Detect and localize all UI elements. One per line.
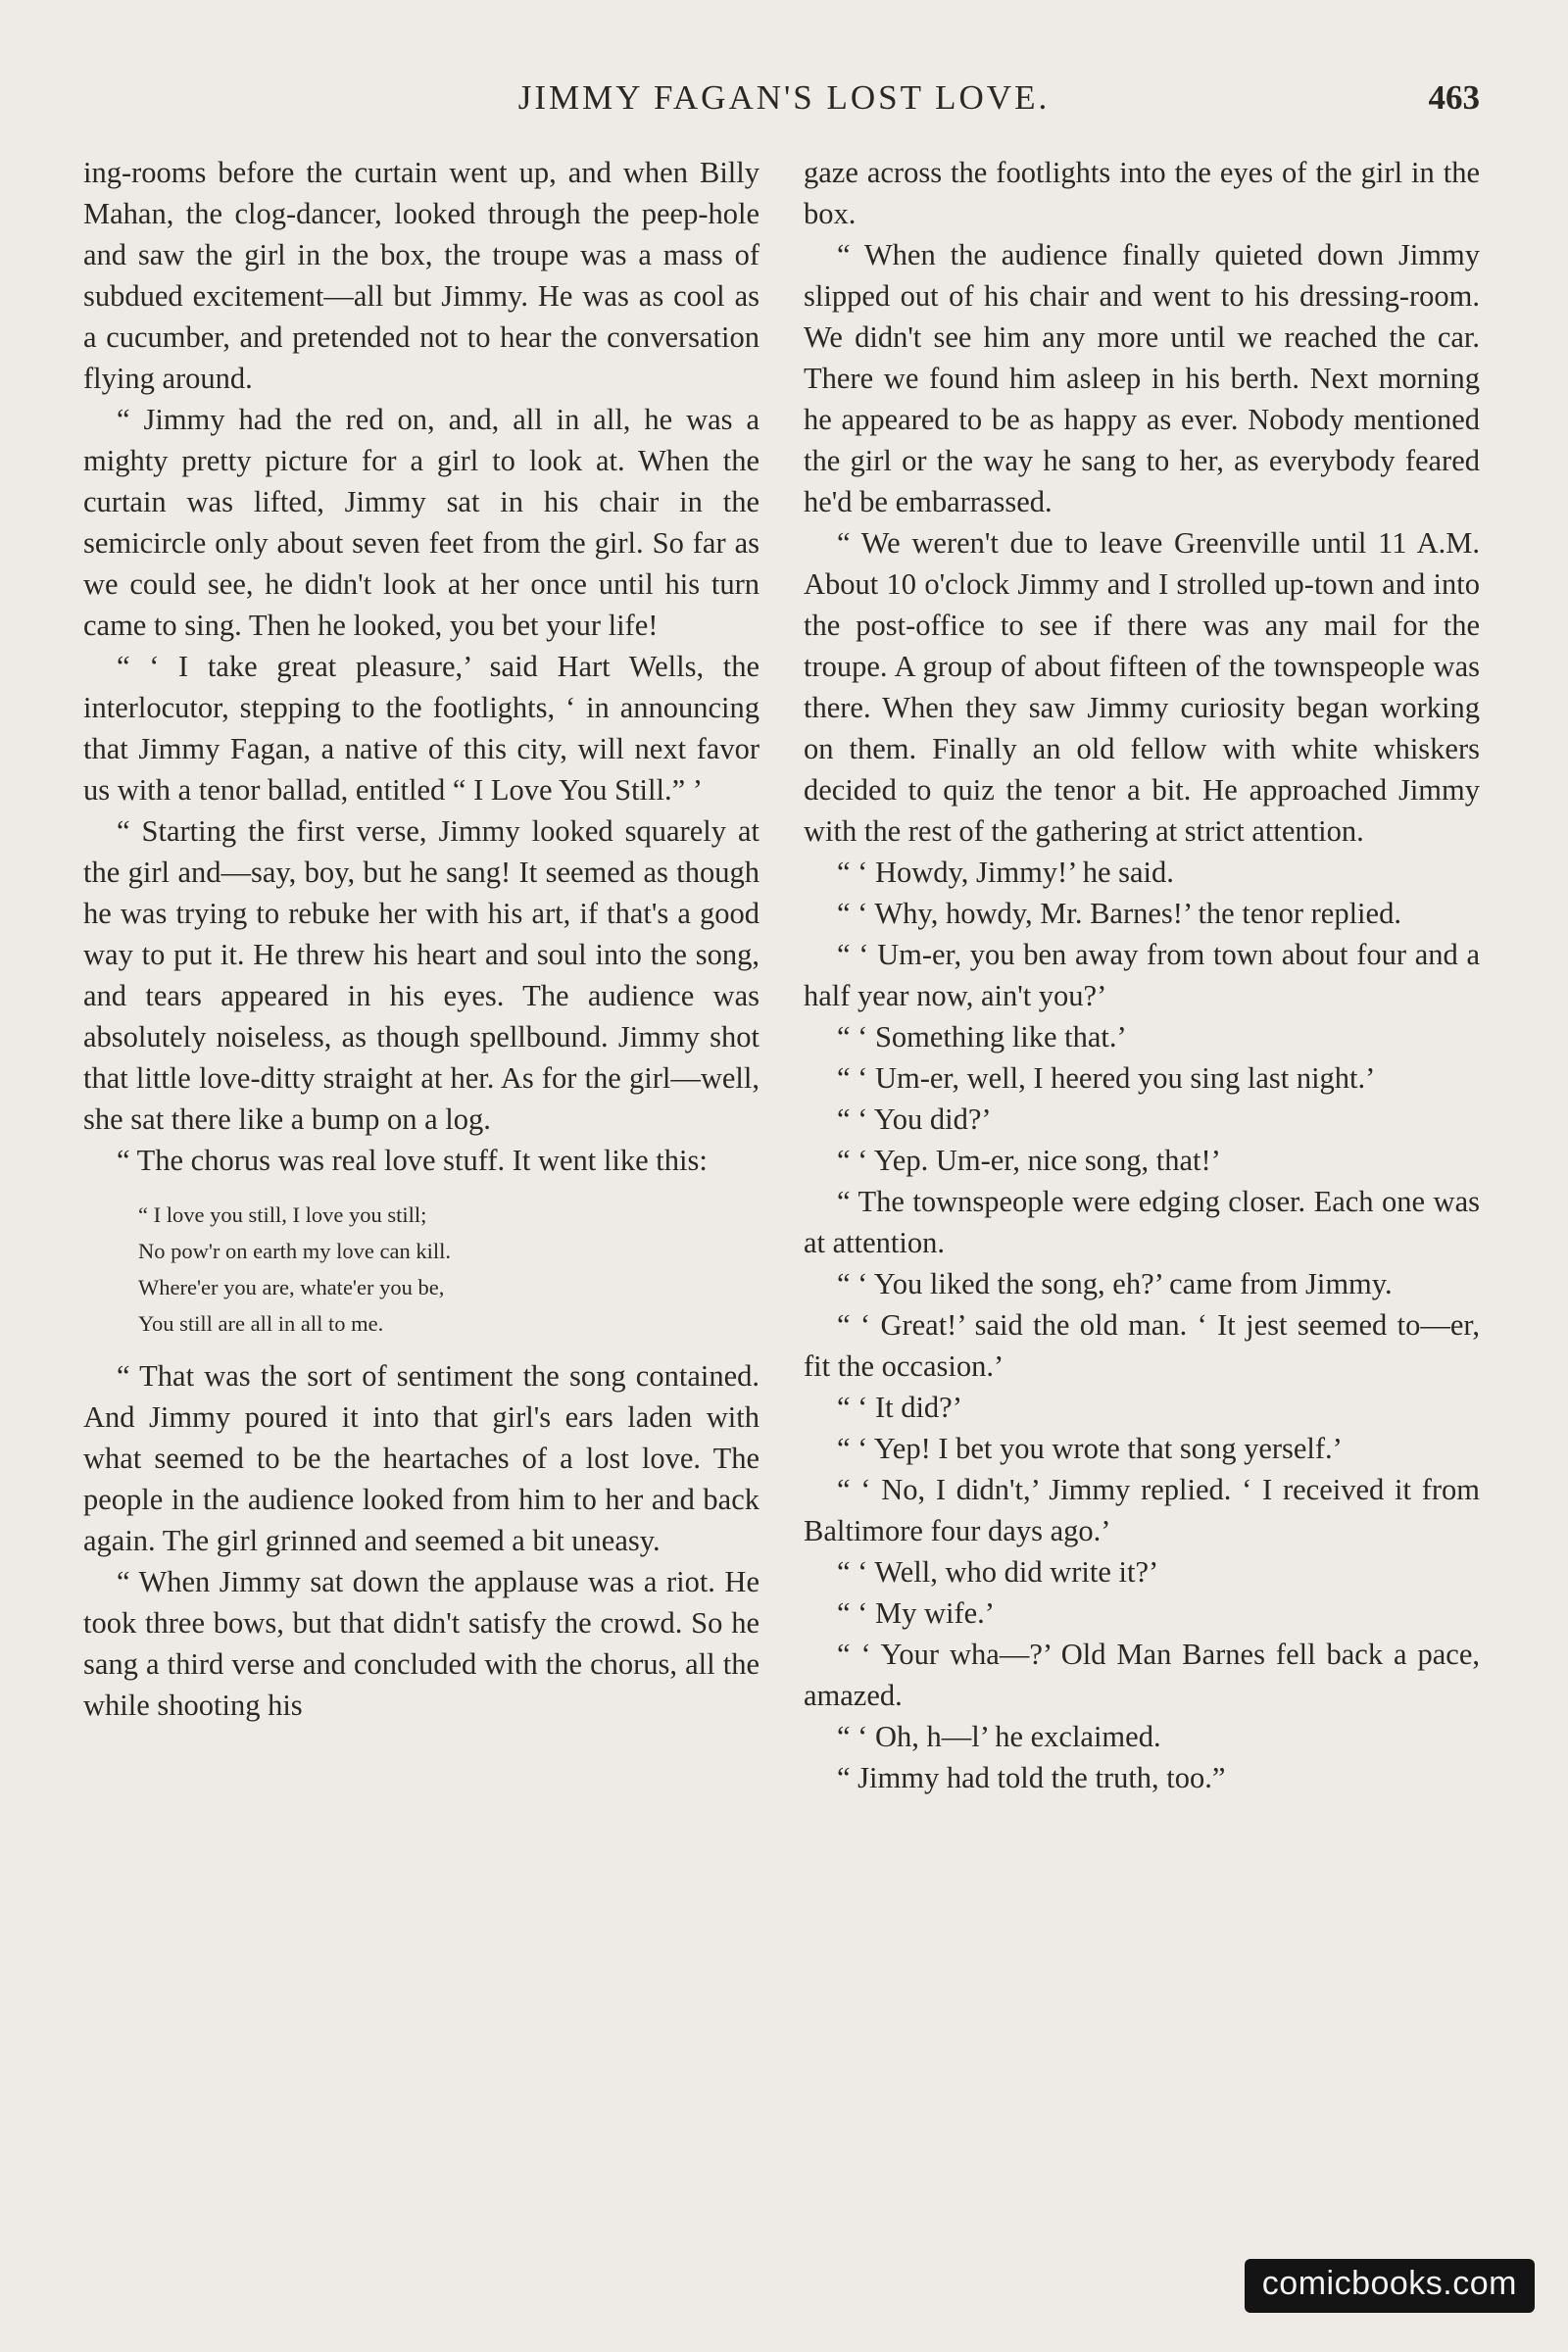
paragraph: “ ‘ Howdy, Jimmy!’ he said. [837, 856, 1174, 889]
paragraph: “ When Jimmy sat down the applause was a riot. He took three bows, but that didn't satisfy the crowd. So he sang a third verse and concluded with the chorus, all the while shooting his [83, 1565, 760, 1722]
paragraph: “ ‘ Well, who did write it?’ [837, 1555, 1159, 1589]
paragraph: gaze across the footlights into the eyes of the girl in the box. [804, 156, 1480, 230]
paragraph: “ The chorus was real love stuff. It went like this: [117, 1144, 708, 1177]
poem-line: Where'er you are, whate'er you be, [138, 1275, 445, 1299]
poem-line: “ I love you still, I love you still; [138, 1202, 427, 1227]
paragraph: “ ‘ Something like that.’ [837, 1020, 1127, 1054]
paragraph: “ ‘ Why, howdy, Mr. Barnes!’ the tenor replied. [837, 897, 1401, 930]
page-header [0, 78, 1568, 127]
paragraph: “ ‘ No, I didn't,’ Jimmy replied. ‘ I received it from Baltimore four days ago.’ [804, 1473, 1480, 1547]
right-column [804, 152, 1480, 1798]
paragraph: “ Jimmy had the red on, and, all in all, he was a mighty pretty picture for a girl to look at. When the curtain was lifted, Jimmy sat in his chair in the semicircle only about seven feet from the girl. So far as we could see, he didn't look at her once until his turn came to sing. Then he looked, you bet your life! [83, 403, 760, 642]
paragraph: “ That was the sort of sentiment the song contained. And Jimmy poured it into that girl's ears laden with what seemed to be the heartaches of a lost love. The people in the audience looked from him to her and back again. The girl grinned and seemed a bit uneasy. [83, 1359, 760, 1557]
paragraph: “ Jimmy had told the truth, too.” [837, 1761, 1226, 1794]
paragraph: “ ‘ Great!’ said the old man. ‘ It jest seemed to—er, fit the occasion.’ [804, 1308, 1480, 1383]
running-title: JIMMY FAGAN'S LOST LOVE. [517, 78, 1051, 117]
paragraph: “ ‘ Oh, h—l’ he exclaimed. [837, 1720, 1161, 1753]
paragraph: “ ‘ My wife.’ [837, 1596, 995, 1630]
paragraph: “ ‘ Um-er, well, I heered you sing last night.’ [837, 1061, 1376, 1095]
paragraph: “ We weren't due to leave Greenville until 11 A.M. About 10 o'clock Jimmy and I strolled up-town and into the post-office to see if there was any mail for the troupe. A group of about fifteen of the townspeople was there. When they saw Jimmy curiosity began working on them. Finally an old fellow with white whiskers decided to quiz the tenor a bit. He approached Jimmy with the rest of the gathering at strict attention. [804, 526, 1480, 848]
song-chorus [138, 1197, 760, 1342]
paragraph: “ ‘ You did?’ [837, 1102, 992, 1136]
paragraph: “ ‘ Yep! I bet you wrote that song yerself.’ [837, 1432, 1343, 1465]
paragraph: “ ‘ Yep. Um-er, nice song, that!’ [837, 1144, 1221, 1177]
paragraph: “ ‘ I take great pleasure,’ said Hart Wells, the interlocutor, stepping to the footlights, ‘ in announcing that Jimmy Fagan, a native of this city, will next favor us with a tenor ballad, entitled “ I Love You Still.” ’ [83, 650, 760, 807]
paragraph: “ ‘ Your wha—?’ Old Man Barnes fell back a pace, amazed. [804, 1638, 1480, 1712]
poem-line: No pow'r on earth my love can kill. [138, 1239, 451, 1263]
paragraph: “ ‘ You liked the song, eh?’ came from Jimmy. [837, 1267, 1393, 1300]
paragraph: “ When the audience finally quieted down Jimmy slipped out of his chair and went to his dressing-room. We didn't see him any more until we reached the car. There we found him asleep in his berth. Next morning he appeared to be as happy as ever. Nobody mentioned the girl or the way he sang to her, as everybody feared he'd be embarrassed. [804, 238, 1480, 518]
paragraph: “ ‘ It did?’ [837, 1391, 962, 1424]
paragraph: “ Starting the first verse, Jimmy looked squarely at the girl and—say, boy, but he sang! It seemed as though he was trying to rebuke her with his art, if that's a good way to put it. He threw his heart and soul into the song, and tears appeared in his eyes. The audience was absolutely noiseless, as though spellbound. Jimmy shot that little love-ditty straight at her. As for the girl—well, she sat there like a bump on a log. [83, 814, 760, 1136]
paragraph: “ The townspeople were edging closer. Each one was at attention. [804, 1185, 1480, 1259]
left-column [83, 152, 760, 1726]
paragraph: “ ‘ Um-er, you ben away from town about four and a half year now, ain't you?’ [804, 938, 1480, 1012]
page-number: 463 [1428, 78, 1480, 117]
poem-line: You still are all in all to me. [138, 1311, 384, 1336]
watermark-logo: comicbooks.com [1245, 2259, 1535, 2313]
paragraph: ing-rooms before the curtain went up, and when Billy Mahan, the clog-dancer, looked through the peep-hole and saw the girl in the box, the troupe was a mass of subdued excitement—all but Jimmy. He was as cool as a cucumber, and pretended not to hear the conversation flying around. [83, 156, 760, 395]
